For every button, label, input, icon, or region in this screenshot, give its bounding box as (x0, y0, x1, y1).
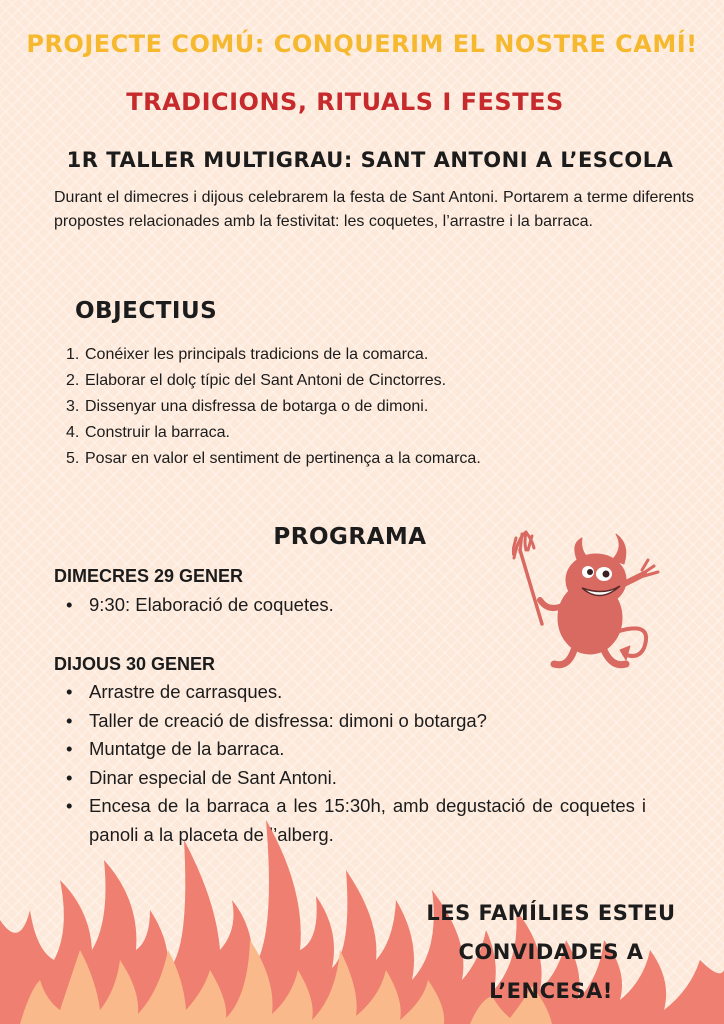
list-item: 4. Construir la barraca. (66, 424, 230, 441)
invitation-message: LES FAMÍLIES ESTEU CONVIDADES A L’ENCESA! (426, 901, 676, 1003)
list-item: • Arrastre de carrasques. (66, 678, 646, 707)
list-item: 2. Elaborar el dolç típic del Sant Antoni de Cinctorres. (66, 372, 447, 389)
program-heading: PROGRAMA (273, 524, 427, 550)
list-item: 3. Dissenyar una disfressa de botarga o de dimoni. (66, 398, 429, 415)
objectives-list (66, 342, 481, 472)
list-item: • Dinar especial de Sant Antoni. (66, 764, 646, 793)
list-item: • Encesa de la barraca a les 15:30h, amb degustació de coquetes i panoli a la placeta de l’alberg. (66, 792, 646, 849)
objectives-heading: OBJECTIUS (75, 298, 218, 324)
devil-illustration (512, 528, 662, 678)
day-title-thursday: DIJOUS 30 GENER (54, 654, 216, 674)
workshop-title: 1R TALLER MULTIGRAU: SANT ANTONI A L’ESCOLA (66, 148, 674, 172)
list-item: • Muntatge de la barraca. (66, 735, 646, 764)
project-title: PROJECTE COMÚ: CONQUERIM EL NOSTRE CAMÍ! (26, 30, 698, 58)
intro-paragraph: Durant el dimecres i dijous celebrarem la festa de Sant Antoni. Portarem a terme diferents propostes relacionades amb la festivitat: les coquetes, l’arrastre i la barraca. (54, 189, 694, 230)
list-item: 5. Posar en valor el sentiment de pertinença a la comarca. (66, 450, 481, 467)
list-item: • 9:30: Elaboració de coquetes. (66, 591, 646, 620)
list-item: 1. Conéixer les principals tradicions de la comarca. (66, 346, 429, 363)
day-title-wednesday: DIMECRES 29 GENER (54, 566, 244, 586)
theme-title: TRADICIONS, RITUALS I FESTES (126, 88, 564, 116)
list-item: • Taller de creació de disfressa: dimoni o botarga? (66, 707, 646, 736)
